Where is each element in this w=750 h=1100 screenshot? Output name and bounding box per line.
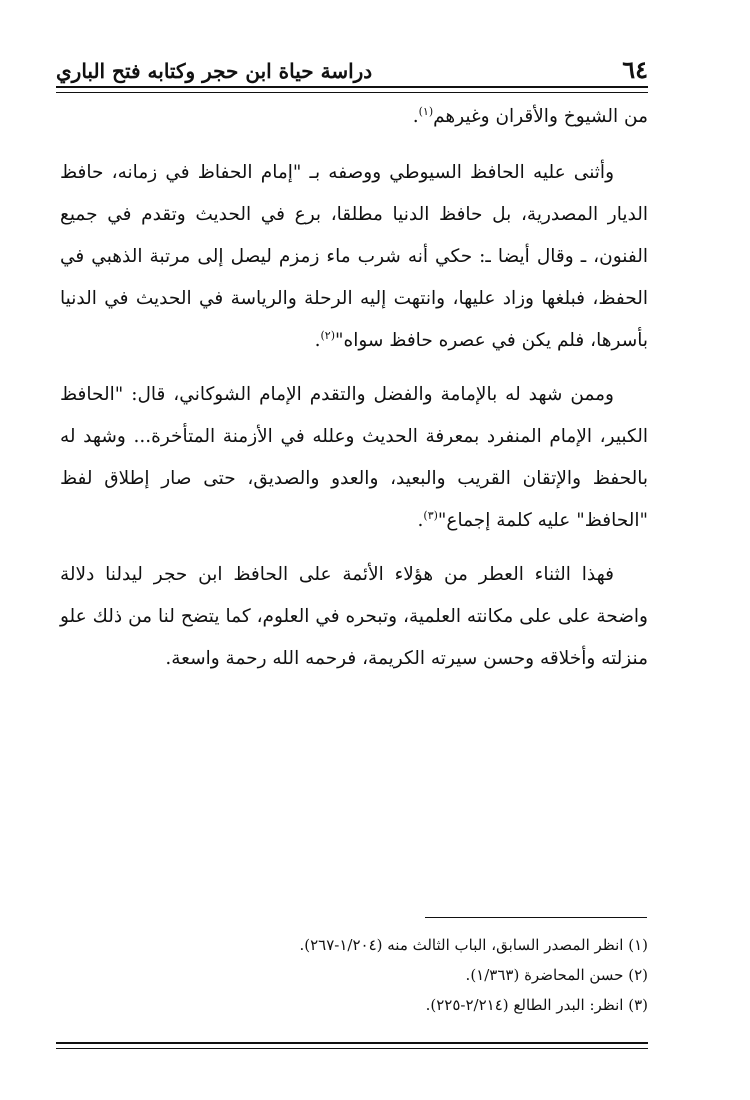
running-title: دراسة حياة ابن حجر وكتابه فتح الباري (56, 59, 373, 83)
footnote-2: (٢) حسن المحاضرة (١/٣٦٣). (465, 966, 648, 984)
paragraph-4: فهذا الثناء العطر من هؤلاء الأئمة على الحافظ ابن حجر ليدلنا دلالة واضحة على على مكانته العلمية، وتبحره في العلوم، كما يتضح لنا من ذلك علو منزلته وأخلاقه وحسن سيرته الكريمة، فرحمه الله رحمة واسعة. (60, 564, 648, 669)
header-rule (56, 86, 648, 93)
footer-rule (56, 1042, 648, 1049)
running-header (56, 50, 648, 84)
footnote-ref-2: (٢) (320, 328, 335, 342)
footnote-3: (٣) انظر: البدر الطالع (٢/٢١٤-٢٢٥). (425, 996, 648, 1014)
footnote-1: (١) انظر المصدر السابق، الباب الثالث منه (١/٢٠٤-٢٦٧). (299, 936, 648, 954)
main-text (60, 96, 648, 692)
paragraph-2: وأثنى عليه الحافظ السيوطي ووصفه بـ "إمام الحفاظ في زمانه، حافظ الديار المصدرية، بل حافظ الدنيا مطلقا، برع في الحديث وتقدم في جميع الفنون، ـ وقال أيضا ـ: حكي أنه شرب ماء زمزم ليصل إلى مرتبة الذهبي في الحفظ، فبلغها وزاد عليها، وانتهت إليه الرحلة والرياسة في الحديث في الدنيا بأسرها، فلم يكن في عصره حافظ سواه"$^{(٢)}$. (60, 162, 648, 351)
footnote-ref-3: (٣) (423, 508, 438, 522)
paragraph-3: وممن شهد له بالإمامة والفضل والتقدم الإمام الشوكاني، قال: "الحافظ الكبير، الإمام المنفرد بمعرفة الحديث وعلله في الأزمنة المتأخرة... وشهد له بالحفظ والإتقان القريب والبعيد، والعدو والصديق، حتى صار إطلاق لفظ "الحافظ" عليه كلمة إجماع"$^{(٣)}$. (60, 384, 648, 531)
footnote-ref-1: (١) (418, 104, 434, 118)
footnote-separator (425, 917, 647, 918)
page-number: ٦٤ (622, 55, 648, 84)
footnotes (60, 930, 648, 1020)
paragraph-1: من الشيوخ والأقران وغيرهم$^{(١)}$. (412, 104, 648, 127)
